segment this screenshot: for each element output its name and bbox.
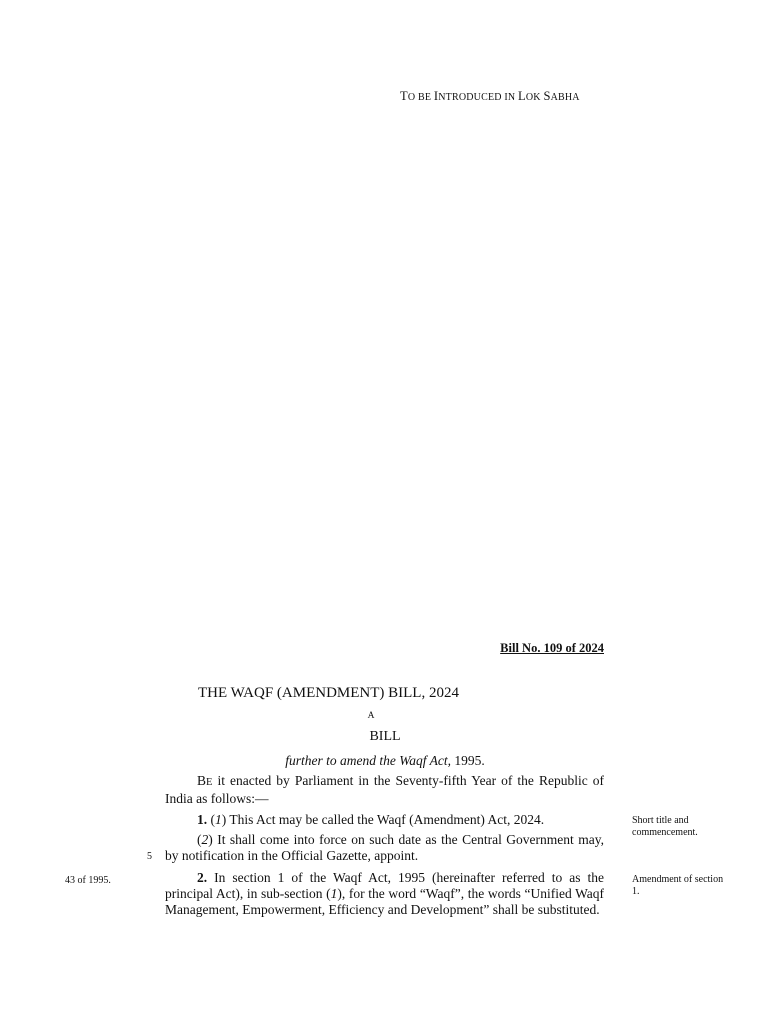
section-2-text-a: In section 1 of the Waqf Act, 1995 (hereinafter referred to as the principal Act), in sub-section ( bbox=[165, 870, 604, 901]
subsection-1-label: 1 bbox=[215, 812, 222, 827]
section-2 bbox=[165, 870, 604, 918]
bill-title: THE WAQF (AMENDMENT) BILL, 2024 bbox=[198, 685, 459, 701]
enact-cap-e: E bbox=[206, 777, 213, 788]
section-1-sub2-text: ) It shall come into force on such date as the Central Government may, by notification in the Official Gazette, appoint. bbox=[165, 832, 604, 863]
bill-subtitle bbox=[165, 753, 605, 769]
intro-cap-s: S bbox=[543, 89, 551, 103]
paren-open: ( bbox=[207, 812, 215, 827]
section-1-number: 1. bbox=[197, 812, 208, 827]
section-1-text: ) This Act may be called the Waqf (Amendment) Act, 2024. bbox=[221, 812, 545, 827]
marginal-note-act-reference: 43 of 1995. bbox=[65, 875, 111, 886]
enact-text: it enacted by Parliament in the Seventy-fifth Year of the Republic of India as follows:— bbox=[165, 773, 604, 806]
section-2-text-b: ), for the word “Waqf”, the words “Unified Waqf Management, Empowerment, Efficiency and Development” shall be substituted. bbox=[165, 886, 605, 917]
subsection-2-label: 2 bbox=[201, 832, 209, 847]
intro-cap-t: T bbox=[400, 89, 408, 103]
intro-text-1: O BE bbox=[407, 92, 434, 103]
bill-label: BILL bbox=[369, 729, 401, 744]
intro-text-4: ABHA bbox=[550, 92, 580, 103]
line-number: 5 bbox=[147, 851, 152, 862]
intro-text-2: NTRODUCED IN bbox=[438, 92, 519, 103]
subtitle-year: 1995. bbox=[451, 753, 485, 768]
bill-number: Bill No. 109 of 2024 bbox=[500, 641, 604, 655]
section-2-sub-label: 1 bbox=[330, 886, 338, 901]
enactment-clause bbox=[165, 773, 604, 807]
paren-open-2: ( bbox=[197, 832, 202, 847]
marginal-note-amendment: Amendment of section 1. bbox=[632, 874, 724, 897]
intro-cap-l: L bbox=[518, 89, 526, 103]
section-1-subsection-1 bbox=[165, 812, 604, 828]
intro-cap-i: I bbox=[433, 89, 439, 103]
enact-cap-b: B bbox=[197, 773, 207, 788]
section-1-subsection-2 bbox=[165, 832, 604, 864]
introduction-heading bbox=[400, 89, 620, 104]
marginal-note-short-title: Short title and commencement. bbox=[632, 815, 698, 838]
intro-text-3: OK bbox=[525, 92, 544, 103]
subtitle-italic: further to amend the Waqf Act, bbox=[285, 753, 451, 768]
a-label: A bbox=[367, 711, 375, 721]
section-2-number: 2. bbox=[197, 870, 208, 885]
